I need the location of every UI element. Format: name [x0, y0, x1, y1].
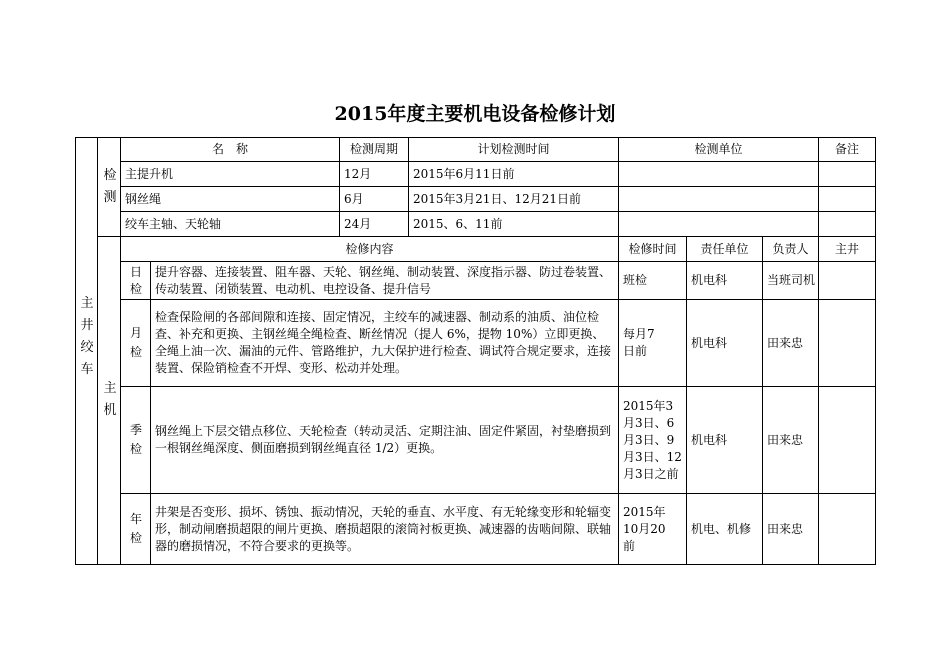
- column-header-period: 检测周期: [349, 141, 398, 156]
- repair-type-label: 季检: [129, 423, 142, 456]
- repair-person: 田来忠: [767, 432, 804, 447]
- repair-person: 田来忠: [767, 521, 804, 536]
- repair-unit: 机电、机修: [691, 521, 752, 536]
- column-header-remark: 备注: [834, 141, 859, 156]
- repair-unit: 机电科: [691, 335, 728, 350]
- detect-section-label: 检测: [103, 168, 117, 205]
- maintenance-plan-table: [75, 137, 876, 565]
- repair-type-label: 日检: [129, 264, 142, 296]
- column-header-responsible-unit: 责任单位: [700, 241, 749, 256]
- column-header-plan-time: 计划检测时间: [477, 141, 550, 156]
- repair-extra: [823, 300, 875, 386]
- col-divider: [818, 236, 819, 565]
- detect-row-remark: [823, 212, 875, 236]
- detect-row-unit: [623, 162, 818, 186]
- col-divider: [150, 261, 151, 565]
- repair-type-label: 年检: [129, 512, 142, 545]
- column-header-content: 检修内容: [345, 241, 394, 256]
- column-header-unit: 检测单位: [694, 141, 743, 156]
- repair-time: 每月7日前: [623, 327, 655, 358]
- detect-row-name: 钢丝绳: [125, 191, 162, 206]
- col-divider: [762, 236, 763, 565]
- repair-time: 2015年3月3日、6月3日、9月3日、12月3日之前: [623, 398, 682, 481]
- col-divider: [97, 137, 98, 565]
- repair-type-label: 月检: [129, 326, 142, 359]
- repair-unit: 机电科: [691, 432, 728, 447]
- detect-row-plan-time: 2015、6、11前: [413, 216, 503, 231]
- host-section-label: 主机: [103, 381, 117, 418]
- detect-row-plan-time: 2015年3月21日、12月21日前: [413, 191, 581, 206]
- table-border-bottom: [75, 564, 876, 565]
- repair-extra: [823, 387, 875, 493]
- detect-row-period: 12月: [344, 166, 372, 181]
- repair-time: 2015年10月20前: [623, 504, 666, 553]
- column-header-main-shaft: 主井: [834, 241, 859, 256]
- col-divider: [120, 137, 121, 565]
- repair-content: 井架是否变形、损坏、锈蚀、振动情况，天轮的垂直、水平度、有无轮缘变形和轮辐变形，制动闸磨损超限的闸片更换、磨损超限的滚筒衬板更换、减速器的齿啮间隙、联轴器的磨损情况，不符合要求的更换等。: [155, 504, 612, 553]
- repair-content: 检查保险闸的各部间隙和连接、固定情况，主绞车的减速器、制动系的油质、油位检查、补充和更换、主钢丝绳全绳检查、断丝情况（提人 6%，提物 10%）立即更换、全绳上油一次、漏油的元件、管路维护，九大保护进行检查、调试符合规定要求，连接装置、保险销检查不开焊、变形、松动并处理。: [155, 310, 612, 375]
- table-border-left: [75, 137, 76, 565]
- col-divider: [686, 236, 687, 565]
- repair-content: 提升容器、连接装置、阻车器、天轮、钢丝绳、制动装置、深度指示器、防过卷装置、传动装置、闭锁装置、电动机、电控设备、提升信号: [155, 264, 612, 296]
- column-header-repair-time: 检修时间: [628, 241, 677, 256]
- repair-extra: [823, 494, 875, 564]
- detect-row-remark: [823, 187, 875, 211]
- repair-time: 班检: [623, 273, 648, 287]
- table-border-right: [875, 137, 876, 565]
- detect-row-unit: [623, 212, 818, 236]
- repair-person: 田来忠: [767, 335, 804, 350]
- repair-unit: 机电科: [691, 273, 728, 287]
- detect-row-period: 24月: [344, 216, 372, 231]
- detect-row-remark: [823, 162, 875, 186]
- detect-row-period: 6月: [344, 191, 364, 206]
- repair-person: 当班司机: [767, 273, 816, 287]
- detect-row-name: 主提升机: [125, 166, 174, 181]
- main-hoist-section-label: 主井绞车: [80, 296, 94, 377]
- repair-content: 钢丝绳上下层交错点移位、天轮检查（转动灵活、定期注油、固定件紧固，衬垫磨损到一根钢丝绳深度、侧面磨损到钢丝绳直径 1/2）更换。: [155, 424, 612, 455]
- column-header-person: 负责人: [772, 241, 809, 256]
- detect-row-name: 绞车主轴、天轮轴: [125, 216, 222, 231]
- col-divider: [618, 236, 619, 565]
- detect-row-plan-time: 2015年6月11日前: [413, 166, 515, 181]
- repair-extra: [823, 262, 875, 299]
- detect-row-unit: [623, 187, 818, 211]
- column-header-name: 名 称: [211, 141, 248, 156]
- page-title: 2015年度主要机电设备检修计划: [334, 103, 616, 125]
